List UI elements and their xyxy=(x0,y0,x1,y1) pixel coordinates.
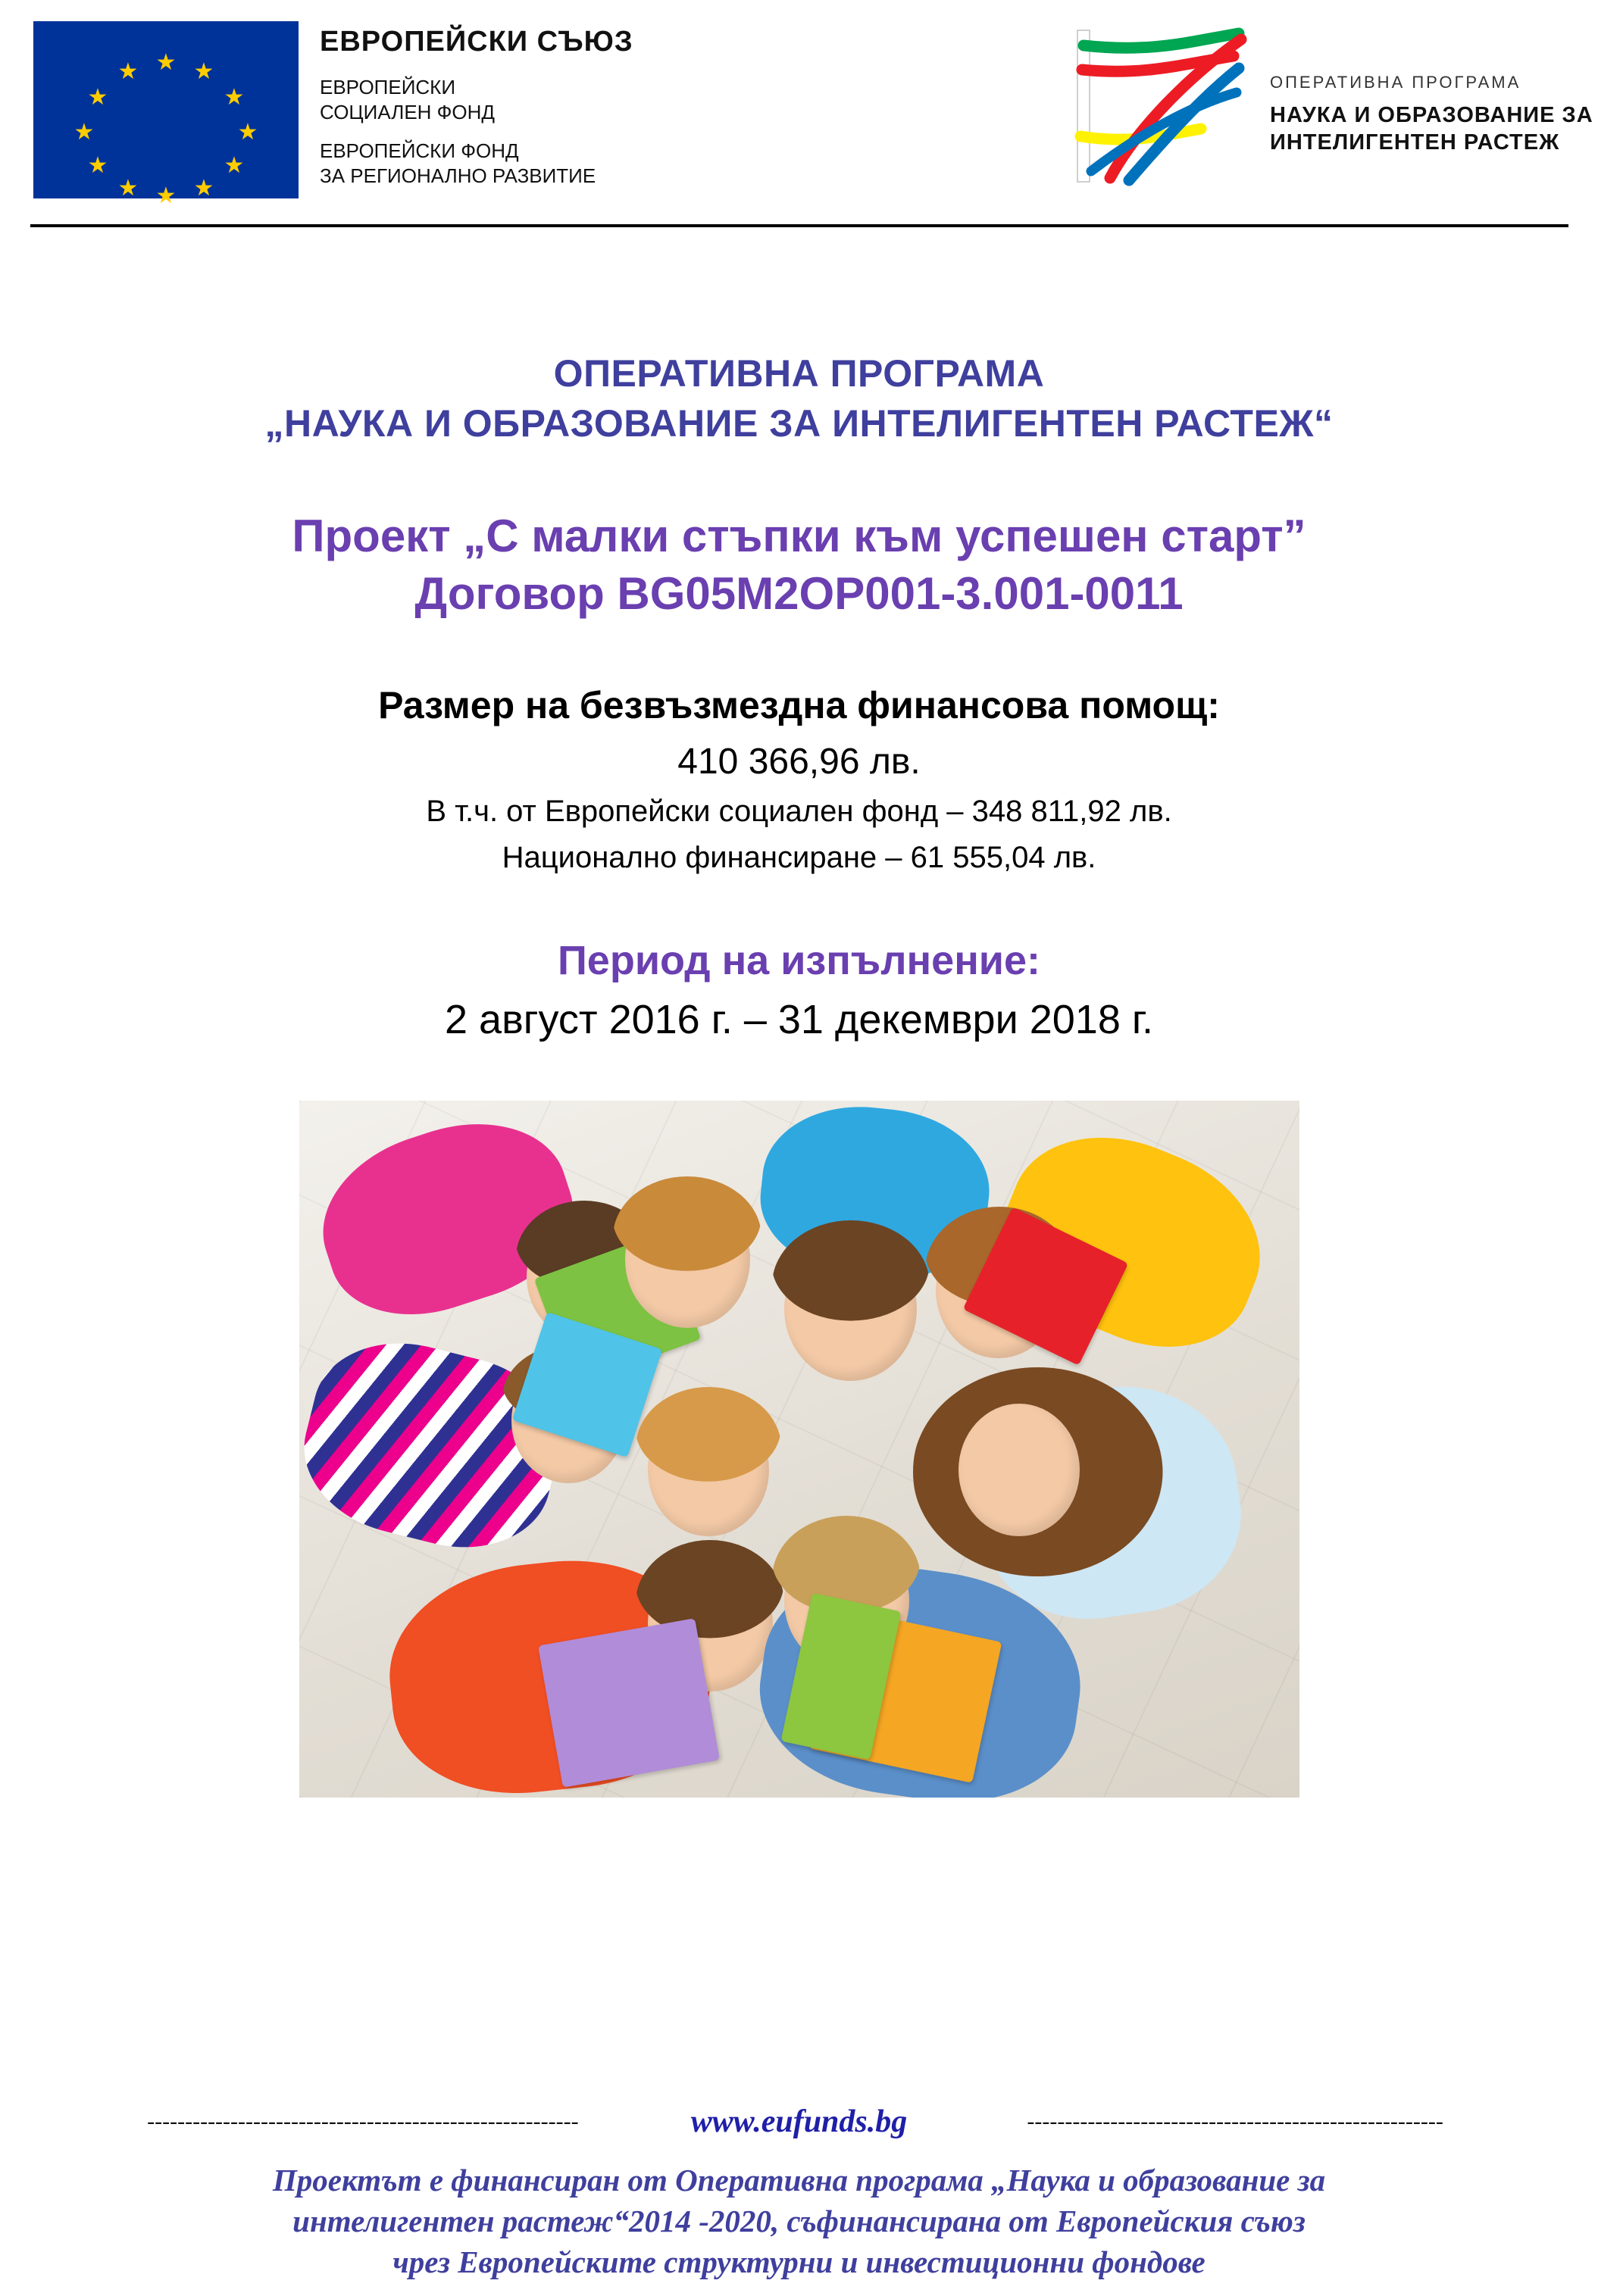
op-logo-icon xyxy=(1038,23,1250,189)
document-footer xyxy=(0,2104,1598,2296)
document-body xyxy=(0,227,1598,1798)
eu-star-icon: ★ xyxy=(87,85,108,110)
footer-disclaimer-line2: интелигентен растеж“2014 -2020, съфинансирана от Европейския съюз xyxy=(292,2204,1306,2238)
footer-disclaimer-line1: Проектът е финансиран от Оперативна програма „Наука и образование за xyxy=(272,2163,1326,2198)
notebook-violet xyxy=(538,1618,720,1788)
op-logo-text xyxy=(1270,23,1593,156)
op-logo-block xyxy=(1038,23,1593,189)
eu-star-icon: ★ xyxy=(87,153,108,178)
contract-number: Договор BG05M2OP001-3.001-0011 xyxy=(414,568,1184,619)
eu-star-icon: ★ xyxy=(117,59,139,84)
eu-fund-esf-line1: ЕВРОПЕЙСКИ xyxy=(320,76,456,98)
eu-logo-text xyxy=(320,21,633,202)
eu-star-icon: ★ xyxy=(224,85,245,110)
document-header xyxy=(0,0,1598,227)
grant-national-line: Национално финансиране – 61 555,04 лв. xyxy=(502,841,1096,874)
eu-star-icon: ★ xyxy=(155,183,177,208)
footer-disclaimer xyxy=(0,2160,1598,2282)
eu-fund-esf-line2: СОЦИАЛЕН ФОНД xyxy=(320,101,496,123)
eu-fund-esf xyxy=(320,75,633,125)
program-heading-line1: ОПЕРАТИВНА ПРОГРАМА xyxy=(553,352,1045,395)
grant-esf-line: В т.ч. от Европейски социален фонд – 348 811,92 лв. xyxy=(426,795,1172,828)
eu-flag-icon xyxy=(33,21,299,208)
period-label: Период на изпълнение: xyxy=(557,938,1041,983)
eu-fund-erdf xyxy=(320,139,633,189)
op-logo-svg xyxy=(1038,23,1250,189)
program-heading-line2: „НАУКА И ОБРАЗОВАНИЕ ЗА ИНТЕЛИГЕНТЕН РАСТЕЖ“ xyxy=(264,402,1334,445)
child-head-right xyxy=(958,1404,1080,1536)
footer-dashes-right: ------------------------------------------------------- xyxy=(1027,2109,1443,2134)
op-logo-title-line1: НАУКА И ОБРАЗОВАНИЕ ЗА xyxy=(1270,103,1593,127)
eu-title: ЕВРОПЕЙСКИ СЪЮЗ xyxy=(320,26,633,58)
eu-star-icon: ★ xyxy=(193,59,214,84)
period-value: 2 август 2016 г. – 31 декември 2018 г. xyxy=(445,997,1153,1042)
eu-fund-erdf-line2: ЗА РЕГИОНАЛНО РАЗВИТИЕ xyxy=(320,164,596,187)
op-logo-subtitle: ОПЕРАТИВНА ПРОГРАМА xyxy=(1270,73,1521,92)
eu-star-icon: ★ xyxy=(193,176,214,201)
eu-star-icon: ★ xyxy=(237,120,258,145)
project-heading xyxy=(0,508,1598,623)
program-heading xyxy=(0,348,1598,448)
eufunds-link[interactable]: www.eufunds.bg xyxy=(690,2104,908,2139)
header-divider xyxy=(30,224,1568,227)
eu-logo-block xyxy=(33,21,633,208)
eu-star-icon: ★ xyxy=(73,120,95,145)
project-name: Проект „С малки стъпки към успешен старт” xyxy=(292,511,1306,561)
op-logo-title xyxy=(1270,102,1593,156)
eu-star-icon: ★ xyxy=(224,153,245,178)
grant-amount: 410 366,96 лв. xyxy=(677,742,921,782)
eu-fund-erdf-line1: ЕВРОПЕЙСКИ ФОНД xyxy=(320,139,519,162)
children-photo xyxy=(299,1101,1299,1798)
footer-disclaimer-line3: чрез Европейските структурни и инвестиционни фондове xyxy=(392,2244,1206,2279)
footer-link-row xyxy=(0,2104,1598,2140)
eu-star-icon: ★ xyxy=(155,50,177,75)
footer-dashes-left: --------------------------------------------------------- xyxy=(147,2109,579,2134)
grant-label: Размер на безвъзмездна финансова помощ: xyxy=(378,684,1220,726)
op-logo-title-line2: ИНТЕЛИГЕНТЕН РАСТЕЖ xyxy=(1270,130,1560,155)
eu-star-icon: ★ xyxy=(117,176,139,201)
